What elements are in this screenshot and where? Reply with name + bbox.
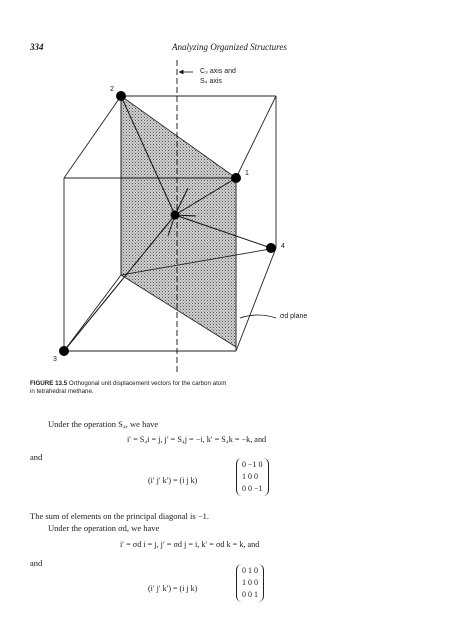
page-number: 334 [30, 42, 44, 52]
axis-label-line2: S₄ axis [200, 78, 222, 85]
caption-text: Orthogonal unit displacement vectors for the carbon atom [68, 380, 227, 387]
equation-sigma-d: i′ = σd i = j, j′ = σd j = i, k′ = σd k = k, and [120, 540, 260, 549]
hydrogen-atom-4 [266, 243, 276, 253]
matrix-s4 [236, 458, 269, 496]
and-2: and [30, 558, 43, 568]
and-1: and [30, 452, 43, 462]
matrix-sigma-lhs: (i′ j′ k′) = (i j k) [148, 584, 198, 593]
text-line-3: Under the operation σd, we have [48, 523, 160, 533]
matrix-sigma-row-2: 1 0 0 [242, 578, 258, 587]
matrix-sigma-row-1: 0 1 0 [242, 566, 258, 575]
vertex-label-3: 3 [53, 356, 57, 363]
hydrogen-atom-2 [116, 91, 126, 101]
matrix-s4-row-3: 0 0 −1 [242, 484, 263, 493]
matrix-s4-lhs: (i′ j′ k′) = (i j k) [148, 476, 198, 485]
vertex-label-4: 4 [281, 243, 285, 250]
text-line-1: Under the operation S₄, we have [48, 419, 159, 429]
carbon-atom [171, 211, 180, 220]
matrix-s4-row-1: 0 −1 0 [242, 460, 263, 469]
hydrogen-atom-3 [59, 346, 69, 356]
text-line-2: The sum of elements on the principal diagonal is −1. [30, 511, 210, 521]
equation-s4: i′ = S₄i = j, j′ = S₄j = −i, k′ = S₄k = −k, and [127, 435, 267, 444]
plane-label-pointer [240, 315, 276, 318]
matrix-sigma-row-3: 0 0 1 [242, 590, 258, 599]
figure-caption [30, 380, 226, 396]
caption-number: FIGURE 13.5 [30, 380, 68, 387]
running-title: Analyzing Organized Structures [172, 42, 287, 52]
matrix-sigma [236, 564, 264, 602]
vertex-label-2: 2 [110, 86, 114, 93]
axis-label-line1: C₃ axis and [200, 68, 236, 75]
hydrogen-atom-1 [231, 173, 241, 183]
vertex-label-1: 1 [245, 170, 249, 177]
caption-text-line2: in tetrahedral methane. [30, 388, 94, 395]
plane-label: σd plane [280, 313, 308, 320]
matrix-s4-row-2: 1 0 0 [242, 472, 258, 481]
